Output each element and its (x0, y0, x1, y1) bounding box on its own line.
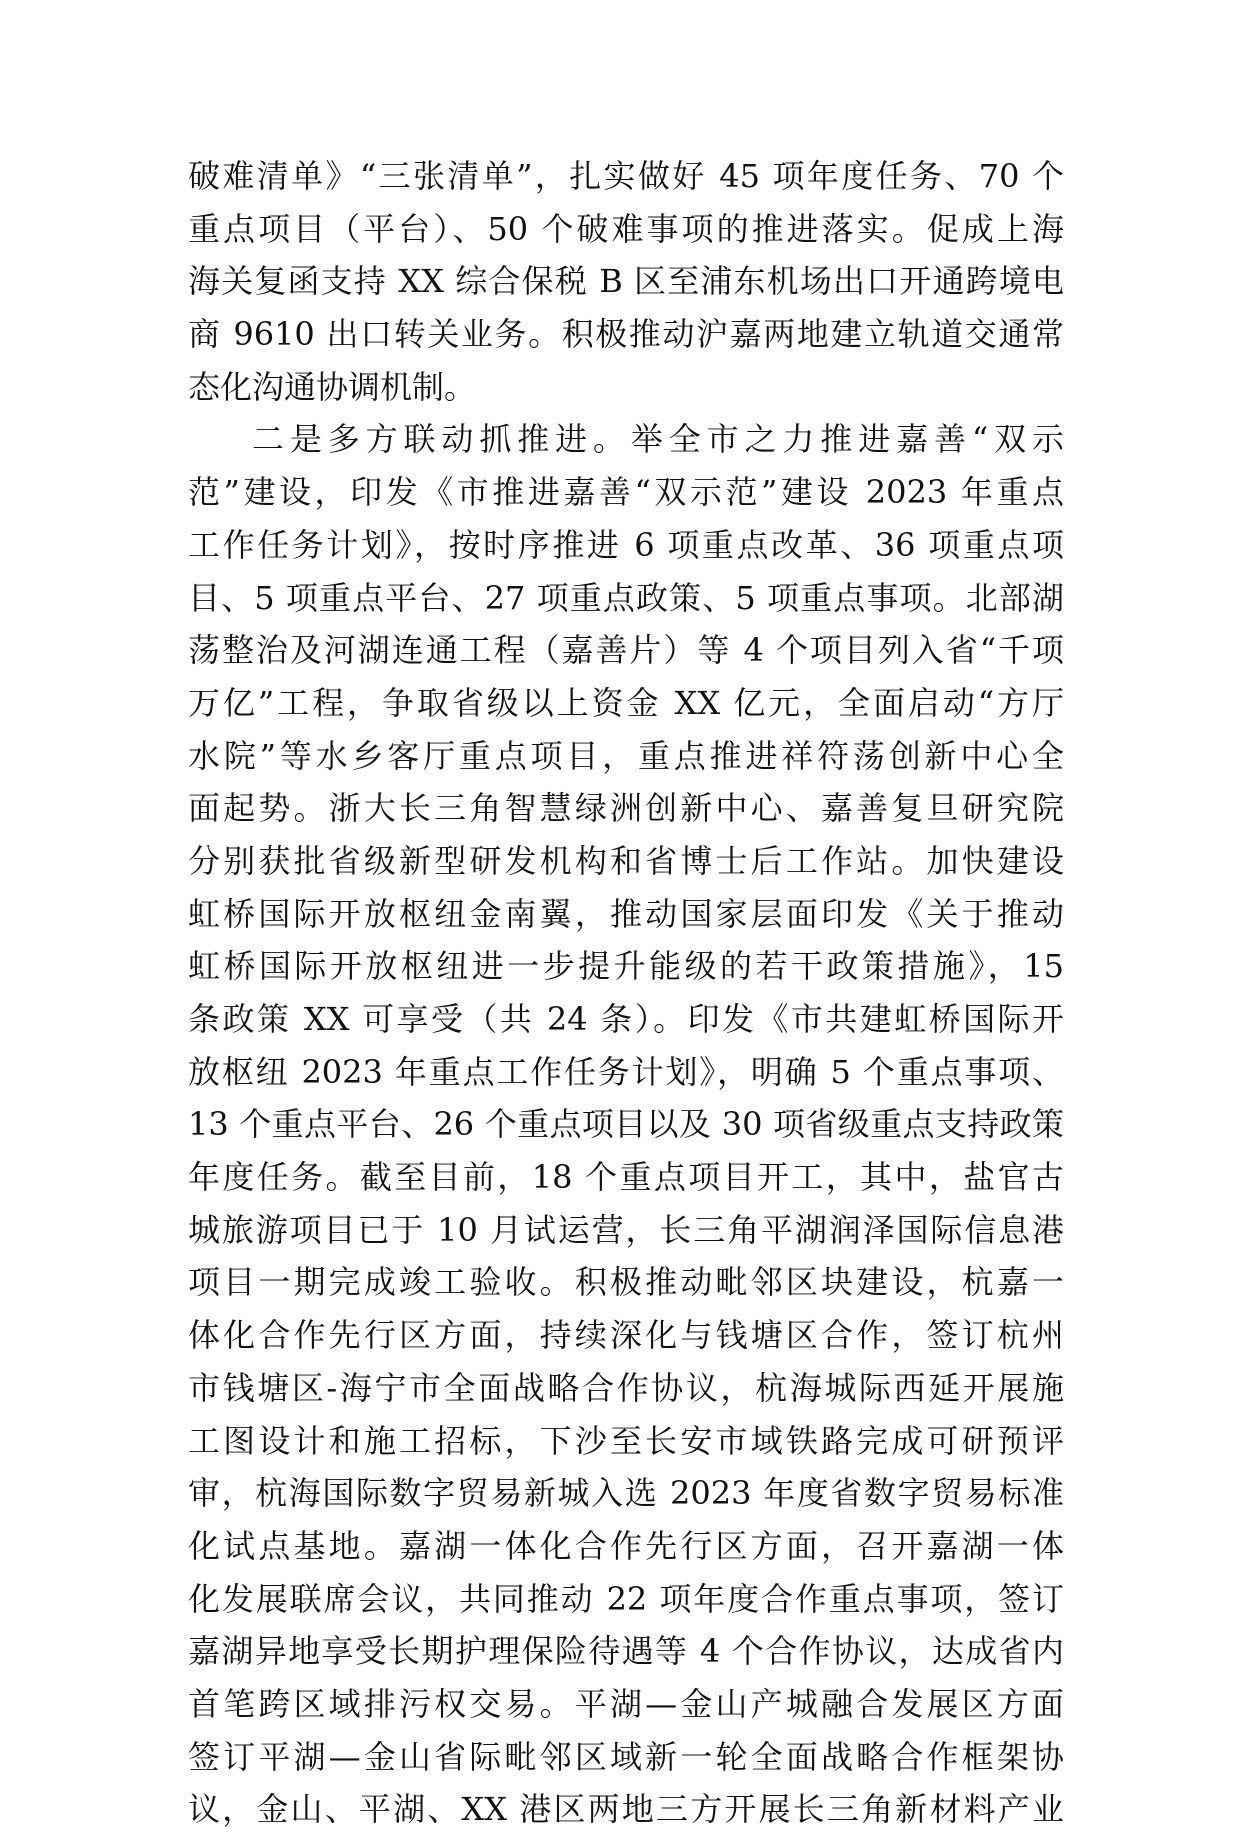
text-line: 年度任务。截至目前，18 个重点项目开工，其中，盐官古 (188, 1158, 1064, 1197)
text-line: 首笔跨区域排污权交易。平湖—金山产城融合发展区方面 (188, 1684, 1064, 1723)
text-line: 虹桥国际开放枢纽进一步提升能级的若干政策措施》，15 (188, 947, 1064, 986)
text-line: 13 个重点平台、26 个重点项目以及 30 项省级重点支持政策 (188, 1105, 1064, 1144)
text-line: 工图设计和施工招标，下沙至长安市域铁路完成可研预评 (188, 1421, 1064, 1460)
text-line: 面起势。浙大长三角智慧绿洲创新中心、嘉善复旦研究院 (188, 789, 1064, 828)
text-line: 水院”等水乡客厅重点项目，重点推进祥符荡创新中心全 (188, 736, 1064, 775)
text-line: 工作任务计划》，按时序推进 6 项重点改革、36 项重点项 (188, 525, 1064, 564)
paragraph-end-line: 态化沟通协调机制。 (188, 367, 477, 406)
text-line: 重点项目（平台）、50 个破难事项的推进落实。促成上海 (188, 209, 1064, 248)
text-line: 范”建设，印发《市推进嘉善“双示范”建设 2023 年重点 (188, 473, 1064, 512)
text-line: 化发展联席会议，共同推动 22 项年度合作重点事项，签订 (188, 1579, 1064, 1618)
text-line: 签订平湖—金山省际毗邻区域新一轮全面战略合作框架协 (188, 1737, 1064, 1776)
text-line: 条政策 XX 可享受（共 24 条）。印发《市共建虹桥国际开 (188, 1000, 1064, 1038)
text-line: 嘉湖异地享受长期护理保险待遇等 4 个合作协议，达成省内 (188, 1632, 1064, 1671)
text-line: 市钱塘区-海宁市全面战略合作协议，杭海城际西延开展施 (188, 1368, 1064, 1407)
text-line: 体化合作先行区方面，持续深化与钱塘区合作，签订杭州 (188, 1316, 1064, 1355)
text-line: 城旅游项目已于 10 月试运营，长三角平湖润泽国际信息港 (188, 1210, 1064, 1249)
text-line: 荡整治及河湖连通工程（嘉善片）等 4 个项目列入省“千项 (188, 631, 1064, 670)
text-line: 目、5 项重点平台、27 项重点政策、5 项重点事项。北部湖 (188, 578, 1064, 617)
text-line: 万亿”工程，争取省级以上资金 XX 亿元，全面启动“方厅 (188, 683, 1064, 722)
body-text (188, 150, 1064, 1836)
text-line: 议，金山、平湖、XX 港区两地三方开展长三角新材料产业 (188, 1790, 1064, 1829)
text-line: 破难清单》“三张清单”，扎实做好 45 项年度任务、70 个 (188, 157, 1064, 195)
text-line: 放枢纽 2023 年重点工作任务计划》，明确 5 个重点事项、 (188, 1052, 1064, 1091)
text-line: 海关复函支持 XX 综合保税 B 区至浦东机场出口开通跨境电 (188, 262, 1064, 301)
paragraph-start-line: 二是多方联动抓推进。举全市之力推进嘉善“双示 (252, 420, 1064, 459)
text-line: 审，杭海国际数字贸易新城入选 2023 年度省数字贸易标准 (188, 1474, 1064, 1513)
text-line: 虹桥国际开放枢纽金南翼，推动国家层面印发《关于推动 (188, 894, 1064, 933)
text-line: 分别获批省级新型研发机构和省博士后工作站。加快建设 (188, 841, 1064, 880)
text-line: 项目一期完成竣工验收。积极推动毗邻区块建设，杭嘉一 (188, 1263, 1064, 1302)
text-line: 商 9610 出口转关业务。积极推动沪嘉两地建立轨道交通常 (188, 315, 1064, 354)
text-line: 化试点基地。嘉湖一体化合作先行区方面，召开嘉湖一体 (188, 1526, 1064, 1565)
